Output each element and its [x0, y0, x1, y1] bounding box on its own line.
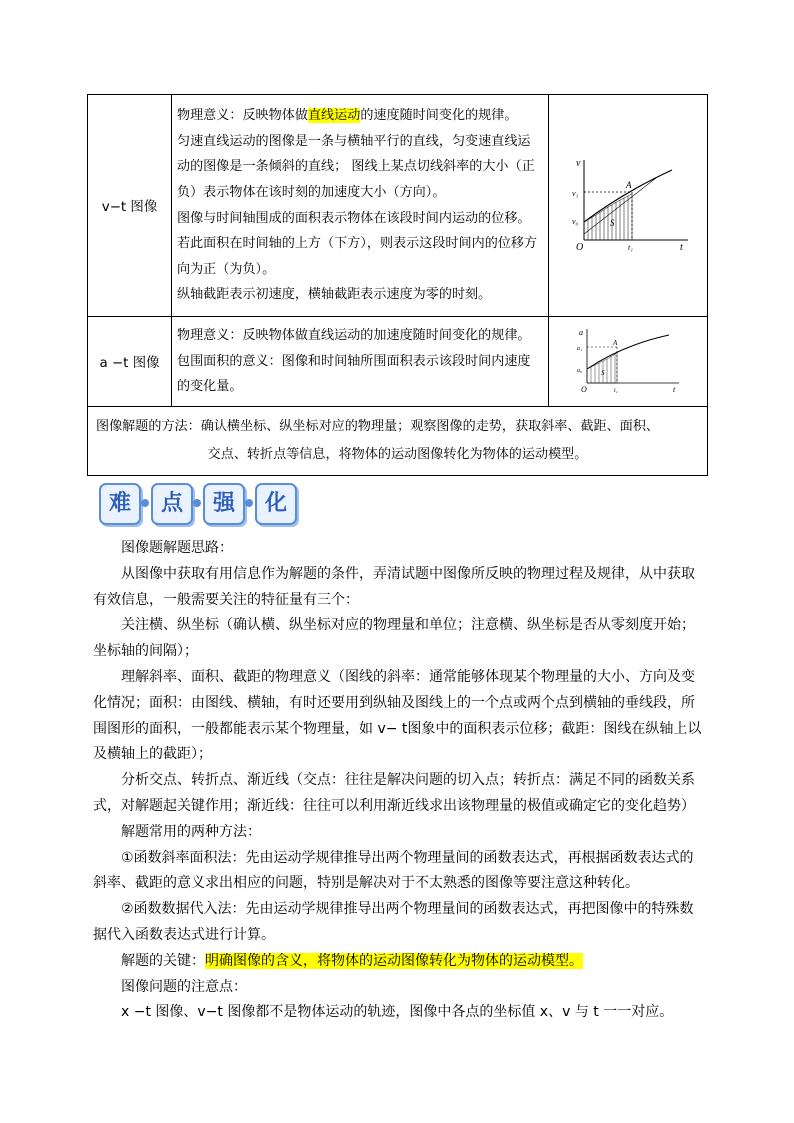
body-p4: 理解斜率、面积、截距的物理意义（图线的斜率：通常能够体现某个物理量的大小、方向及变化情况；面积：由图线、横轴，有时还要用到纵轴及图线上的一个点或两个点到横轴的垂线段，所围图形的面积，一般都能表示某个物理量，如 v− t图象中的面积表示位移；截距：图线在纵轴上以及横轴上的截距）；	[93, 668, 702, 763]
at-line2: 包围面积的意义：图像和时间轴所围面积表示该段时间内速度的变化量。	[177, 353, 531, 395]
body-p5: 分析交点、转折点、渐近线（交点：往往是解决问题的切入点；转折点：满足不同的函数关系式，对解题起关键作用；渐近线：往往可以利用渐近线求出该物理量的极值或确定它的变化趋势）	[93, 772, 695, 814]
banner-char-2: 点	[151, 483, 193, 525]
at-line1: 物理意义：反映物体做直线运动的加速度随时间变化的规律。	[177, 328, 531, 344]
at-a0-label: a₀	[577, 367, 583, 374]
body-p9	[93, 949, 703, 975]
vt-graph-cell	[549, 95, 708, 317]
vt-label-text: v−t 图像	[101, 200, 158, 215]
vt-t1-label: t₁	[628, 242, 634, 252]
at-area-label: S	[601, 368, 605, 377]
method-cell	[88, 407, 708, 476]
vt-graph	[564, 152, 692, 256]
summary-table	[87, 94, 708, 476]
body-p6: 解题常用的两种方法：	[121, 823, 261, 840]
body-p9-pre: 解题的关键：	[121, 952, 205, 969]
vt-t-label: t	[680, 241, 683, 253]
vt-y-label: v	[576, 157, 581, 169]
body-p8: ②函数数据代入法：先由运动学规律推导出两个物理量间的函数表达式，再把图像中的特殊数据代入函数表达式进行计算。	[93, 901, 694, 943]
at-label-text: a −t 图像	[99, 356, 160, 371]
method-row	[88, 407, 708, 476]
body-p11: x −t 图像、v−t 图像都不是物体运动的轨迹，图像中各点的坐标值 x、v 与 t 一一对应。	[121, 1004, 674, 1021]
banner-dot-2	[193, 499, 201, 507]
at-row	[88, 317, 708, 407]
vt-line2: 匀速直线运动的图像是一条与横轴平行的直线，匀变速直线运动的图像是一条倾斜的直线； 图线上某点切线斜率的大小（正负）表示物体在该时刻的加速度大小（方向）。	[177, 133, 535, 200]
vt-v1-label: v₁	[572, 188, 579, 198]
vt-row	[88, 95, 708, 317]
at-point-label: A	[613, 338, 618, 347]
banner-char-4: 化	[255, 483, 297, 525]
at-t-label: t	[673, 384, 676, 394]
method-line1: 图像解题的方法：确认横坐标、纵坐标对应的物理量；观察图像的走势，获取斜率、截距、面积、	[96, 419, 660, 434]
vt-v0-label: v₀	[572, 216, 579, 226]
vt-area-label: S	[610, 217, 615, 228]
vt-area-hatch	[588, 196, 628, 240]
banner-dot-1	[141, 499, 149, 507]
body-p3: 关注横、纵坐标（确认横、纵坐标对应的物理量和单位；注意横、纵坐标是否从零刻度开始；坐标轴的间隔）；	[93, 617, 695, 660]
method-line2: 交点、转折点等信息，将物体的运动图像转化为物体的运动模型。	[207, 447, 588, 462]
vt-point-label: A	[626, 179, 632, 190]
at-label	[88, 317, 172, 407]
at-t1-label: t₁	[614, 387, 618, 394]
at-a1-label: a₁	[577, 345, 583, 352]
banner-char-3: 强	[203, 483, 245, 525]
vt-line1-post: 的速度随时间变化的规律。	[360, 108, 518, 124]
at-description	[172, 317, 549, 407]
banner-dot-3	[245, 499, 253, 507]
body-p9-highlight: 明确图像的含义，将物体的运动图像转化为物体的运动模型。	[205, 952, 583, 969]
vt-description	[172, 95, 549, 317]
body-p1: 图像题解题思路：	[121, 540, 233, 556]
body-p10: 图像问题的注意点：	[121, 978, 247, 995]
vt-label	[88, 95, 172, 317]
body-text	[93, 536, 703, 1026]
body-p2: 从图像中获取有用信息作为解题的条件，弄清试题中图像所反映的物理过程及规律，从中获取有效信息，一般需要关注的特征量有三个：	[93, 565, 695, 608]
at-origin-label: O	[581, 384, 587, 394]
at-graph-cell	[549, 317, 708, 407]
vt-line1-highlight: 直线运动	[307, 108, 361, 124]
body-p7: ①函数斜率面积法：先由运动学规律推导出两个物理量间的函数表达式，再根据函数表达式的斜率、截距的意义求出相应的问题，特别是解决对于不太熟悉的图像等要注意这种转化。	[93, 849, 694, 892]
at-y-label: a	[579, 327, 583, 337]
vt-origin-label: O	[576, 241, 584, 253]
vt-line4: 纵轴截距表示初速度，横轴截距表示速度为零的时刻。	[177, 287, 492, 303]
vt-line3: 图像与时间轴围成的面积表示物体在该段时间内运动的位移。若此面积在时间轴的上方（下方），则表示这段时间内的位移方向为正（为负）。	[177, 210, 538, 277]
at-graph	[573, 325, 683, 395]
vt-line1-pre: 物理意义：反映物体做	[177, 108, 308, 124]
banner-char-1: 难	[99, 483, 141, 525]
